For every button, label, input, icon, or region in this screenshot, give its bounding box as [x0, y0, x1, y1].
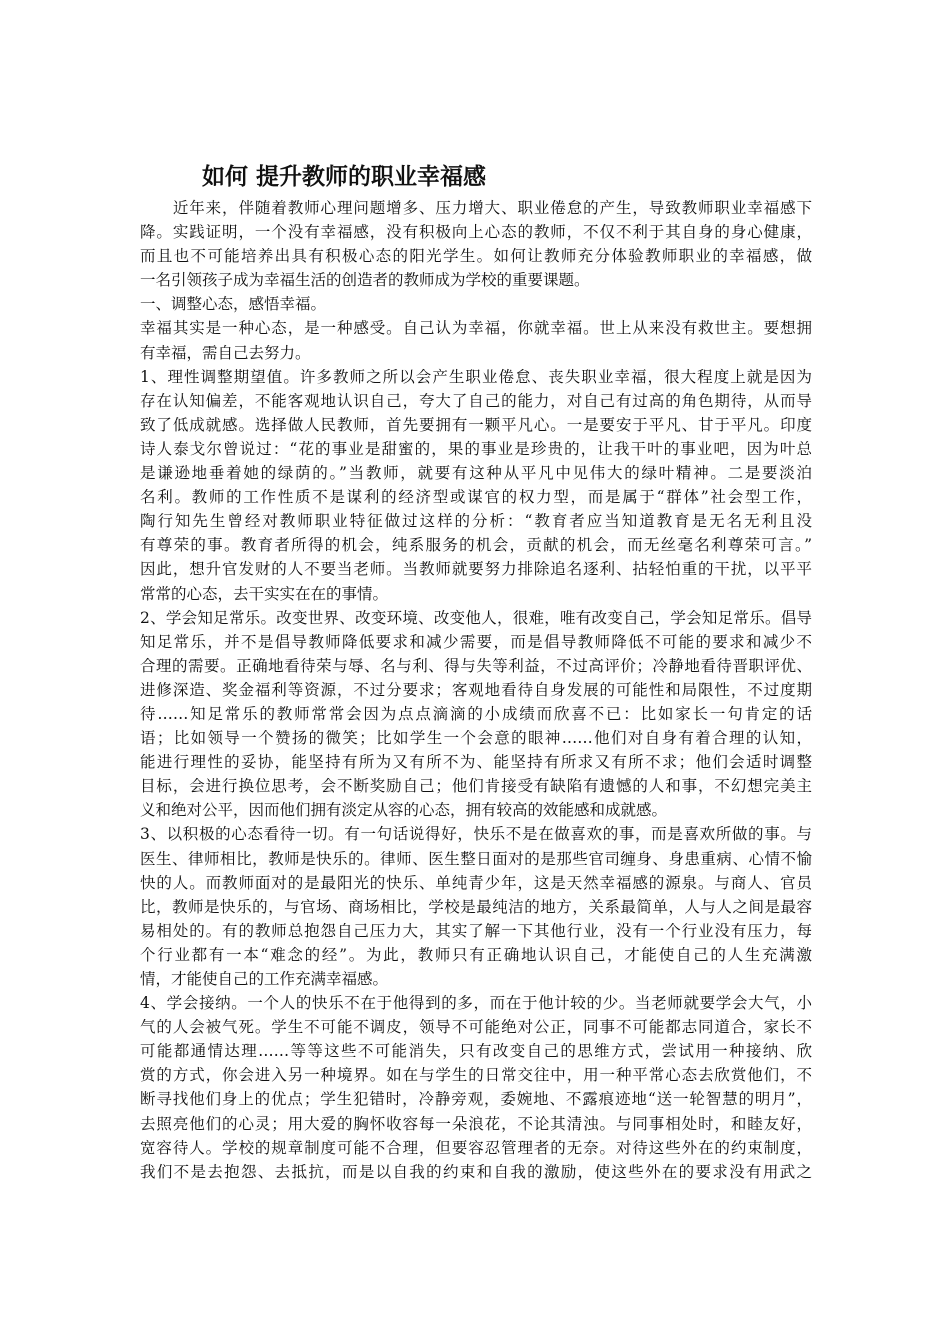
body-line: 一名引领孩子成为幸福生活的创造者的教师成为学校的重要课题。 — [140, 271, 590, 290]
body-line: 2、学会知足常乐。改变世界、改变环境、改变他人，很难，唯有改变自己，学会知足常乐。倡导 — [140, 608, 812, 627]
body-line: 致了低成就感。选择做人民教师，首先要拥有一颗平凡心。一是要安于平凡、甘于平凡。印度 — [140, 415, 812, 434]
body-line: 待……知足常乐的教师常常会因为点点滴滴的小成绩而欣喜不已：比如家长一句肯定的话 — [140, 704, 812, 723]
body-line: 语；比如领导一个赞扬的微笑；比如学生一个会意的眼神……他们对自身有着合理的认知， — [140, 729, 812, 748]
body-line: 3、以积极的心态看待一切。有一句话说得好，快乐不是在做喜欢的事，而是喜欢所做的事。与 — [140, 825, 812, 844]
document-title: 如何 提升教师的职业幸福感 — [202, 164, 487, 190]
body-line: 4、学会接纳。一个人的快乐不在于他得到的多，而在于他计较的少。当老师就要学会大气，小 — [140, 994, 812, 1013]
document-body — [140, 196, 812, 1184]
body-line: 是谦逊地垂着她的绿荫的。”当教师，就要有这种从平凡中见伟大的绿叶精神。二是要淡泊 — [140, 464, 812, 483]
body-line: 有尊荣的事。教育者所得的机会，纯系服务的机会，贡献的机会，而无丝毫名利尊荣可言。” — [140, 536, 812, 555]
body-line: 情，才能使自己的工作充满幸福感。 — [140, 970, 389, 988]
body-line: 幸福其实是一种心态，是一种感受。自己认为幸福，你就幸福。世上从来没有救世主。要想拥 — [140, 319, 812, 338]
body-line: 易相处的。有的教师总抱怨自己压力大，其实了解一下其他行业，没有一个行业没有压力，每 — [140, 921, 812, 940]
body-line: 存在认知偏差，不能客观地认识自己，夸大了自己的能力，对自己有过高的角色期待，从而导 — [140, 391, 812, 410]
body-line: 名利。教师的工作性质不是谋利的经济型或谋官的权力型，而是属于“群体”社会型工作， — [140, 488, 812, 507]
body-line: 而且也不可能培养出具有积极心态的阳光学生。如何让教师充分体验教师职业的幸福感，做 — [140, 247, 812, 266]
body-line: 知足常乐，并不是倡导教师降低要求和减少需要，而是倡导教师降低不可能的要求和减少不 — [140, 632, 812, 651]
body-line: 陶行知先生曾经对教师职业特征做过这样的分析：“教育者应当知道教育是无名无利且没 — [140, 512, 812, 531]
body-line: 一、调整心态，感悟幸福。 — [140, 295, 327, 314]
body-line: 目标，会进行换位思考，会不断奖励自己；他们肯接受有缺陷有遗憾的人和事，不幻想完美主 — [140, 777, 812, 796]
body-line: 可能都通情达理……等等这些不可能消失，只有改变自己的思维方式，尝试用一种接纳、欣 — [140, 1042, 812, 1061]
body-line: 有幸福，需自己去努力。 — [140, 343, 311, 362]
body-line: 宽容待人。学校的规章制度可能不合理，但要容忍管理者的无奈。对待这些外在的约束制度， — [140, 1138, 812, 1157]
body-line: 进修深造、奖金福利等资源，不过分要求；客观地看待自身发展的可能性和局限性，不过度期 — [140, 680, 812, 699]
body-line: 气的人会被气死。学生不可能不调皮，领导不可能绝对公正，同事不可能都志同道合，家长不 — [140, 1018, 812, 1037]
body-line: 诗人泰戈尔曾说过：“花的事业是甜蜜的，果的事业是珍贵的，让我干叶的事业吧，因为叶总 — [140, 439, 812, 458]
body-line: 断寻找他们身上的优点；学生犯错时，冷静旁观，委婉地、不露痕迹地“送一轮智慧的明月”， — [140, 1090, 812, 1109]
body-line: 因此，想升官发财的人不要当老师。当教师就要努力排除追名逐利、拈轻怕重的干扰，以平平 — [140, 560, 812, 579]
body-line: 比，教师是快乐的，与官场、商场相比，学校是最纯洁的地方，关系最简单，人与人之间是最容 — [140, 897, 812, 916]
body-line: 我们不是去抱怨、去抵抗，而是以自我的约束和自我的激励，使这些外在的要求没有用武之 — [140, 1162, 812, 1181]
body-line: 去照亮他们的心灵；用大爱的胸怀收容每一朵浪花，不论其清浊。与同事相处时，和睦友好， — [140, 1114, 812, 1133]
body-line: 常常的心态，去干实实在在的事情。 — [140, 584, 389, 603]
body-line: 义和绝对公平，因而他们拥有淡定从容的心态，拥有较高的效能感和成就感。 — [140, 801, 668, 820]
body-line: 个行业都有一本“难念的经”。为此，教师只有正确地认识自己，才能使自己的人生充满激 — [140, 945, 812, 964]
body-line: 医生、律师相比，教师是快乐的。律师、医生整日面对的是那些官司缠身、身患重病、心情不愉 — [140, 849, 812, 868]
body-line: 赏的方式，你会进入另一种境界。如在与学生的日常交往中，用一种平常心态去欣赏他们，不 — [140, 1066, 812, 1085]
body-line: 能进行理性的妥协，能坚持有所为又有所不为、能坚持有所求又有所不求；他们会适时调整 — [140, 753, 812, 772]
body-line: 1、理性调整期望值。许多教师之所以会产生职业倦怠、丧失职业幸福，很大程度上就是因为 — [140, 367, 812, 386]
body-line: 合理的需要。正确地看待荣与辱、名与利、得与失等利益，不过高评价；冷静地看待晋职评优、 — [140, 656, 812, 675]
body-line: 快的人。而教师面对的是最阳光的快乐、单纯青少年，这是天然幸福感的源泉。与商人、官员 — [140, 873, 812, 892]
body-line: 降。实践证明，一个没有幸福感，没有积极向上心态的教师，不仅不利于其自身的身心健康， — [140, 223, 812, 242]
body-line: 近年来，伴随着教师心理问题增多、压力增大、职业倦怠的产生，导致教师职业幸福感下 — [140, 199, 812, 217]
